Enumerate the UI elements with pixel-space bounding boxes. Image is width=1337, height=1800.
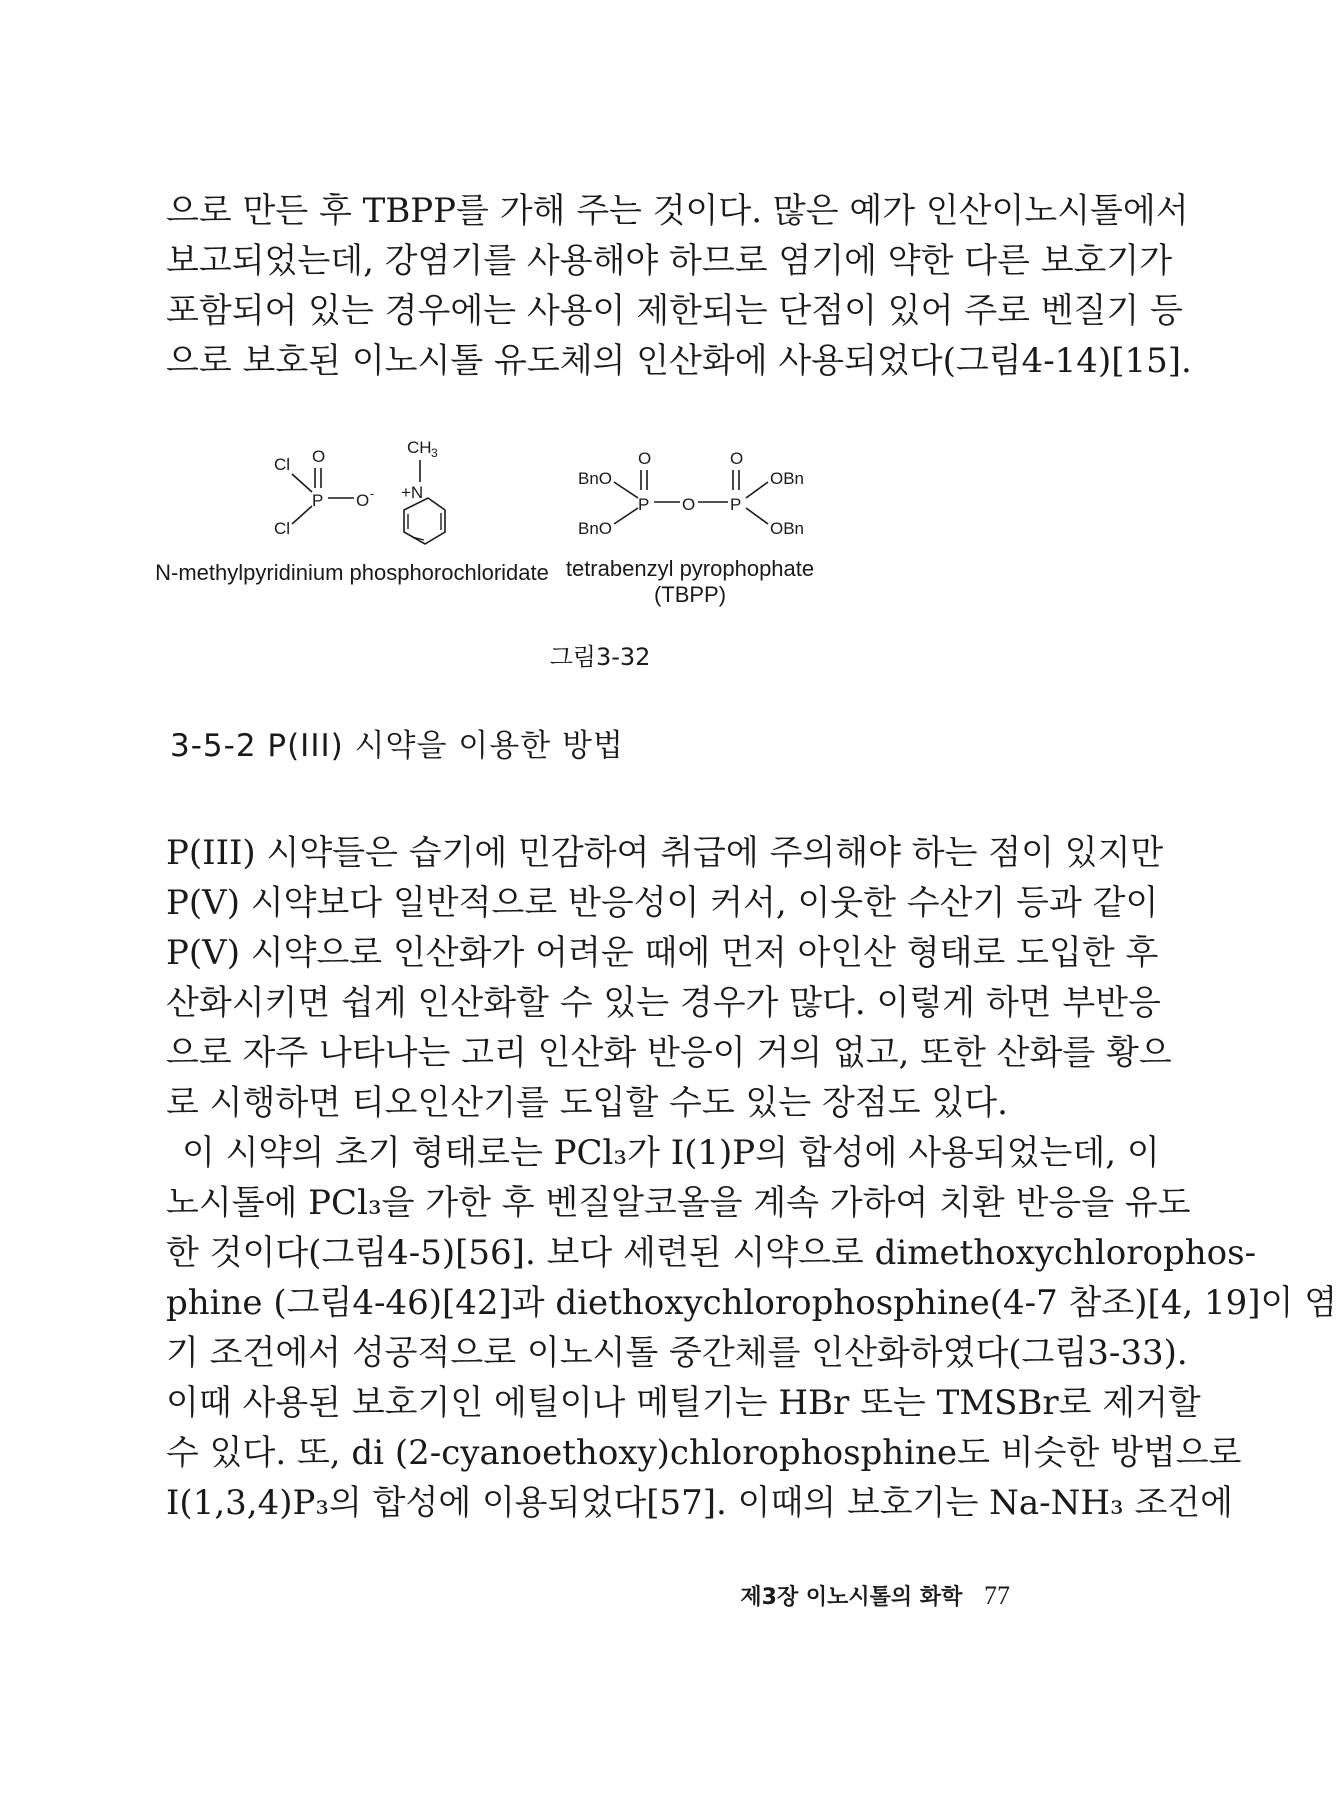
atom-p-right: P — [730, 495, 742, 514]
text-line: 포함되어 있는 경우에는 사용이 제한되는 단점이 있어 주로 벤질기 등 — [166, 291, 1183, 331]
text-line: P(III) 시약들은 습기에 민감하여 취급에 주의해야 하는 점이 있지만 — [166, 833, 1164, 873]
atom-o-minus: O — [356, 491, 370, 510]
text-line: 노시톨에 PCl₃을 가한 후 벤질알코올을 계속 가하여 치환 반응을 유도 — [166, 1183, 1191, 1223]
text-line: 수 있다. 또, di (2-cyanoethoxy)chlorophosphine도 비슷한 방법으로 — [166, 1433, 1242, 1473]
text-line: 기 조건에서 성공적으로 이노시톨 중간체를 인산화하였다(그림3-33). — [166, 1333, 1188, 1373]
text-line: 로 시행하면 티오인산기를 도입할 수도 있는 장점도 있다. — [166, 1083, 1008, 1123]
text-line: 으로 만든 후 TBPP를 가해 주는 것이다. 많은 예가 인산이노시톨에서 — [166, 191, 1189, 231]
atom-o-left: O — [638, 449, 652, 468]
text-line: P(V) 시약보다 일반적으로 반응성이 커서, 이웃한 수산기 등과 같이 — [166, 883, 1159, 923]
text-line: 보고되었는데, 강염기를 사용해야 하므로 염기에 약한 다른 보호기가 — [166, 241, 1173, 281]
methyl-label: CH — [407, 438, 432, 457]
paragraph-intro — [166, 186, 1192, 386]
compound-label-right-abbrev: (TBPP) — [653, 582, 727, 607]
atom-p-left: P — [638, 495, 650, 514]
subscript-three: 3 — [431, 446, 438, 460]
page-footer — [740, 1580, 1010, 1611]
atom-o-bridge: O — [682, 495, 696, 514]
text-line: I(1,3,4)P₃의 합성에 이용되었다[57]. 이때의 보호기는 Na-NH₃ 조건에 — [166, 1483, 1233, 1523]
atom-cl-top: Cl — [274, 455, 291, 474]
atom-obn-bottom: OBn — [770, 519, 805, 538]
atom-o-double: O — [312, 447, 326, 466]
atom-p: P — [312, 491, 324, 510]
atom-bno-bottom: BnO — [578, 519, 613, 538]
text-line: 이 시약의 초기 형태로는 PCl₃가 I(1)P의 합성에 사용되었는데, 이 — [182, 1133, 1160, 1173]
atom-n-plus: +N — [401, 483, 424, 502]
n-methylpyridinium-phosphorochloridate-structure — [274, 438, 445, 544]
chemical-structures-figure — [155, 438, 1040, 630]
atom-cl-bottom: Cl — [274, 519, 291, 538]
section-heading: 3-5-2 P(III) 시약을 이용한 방법 — [170, 728, 624, 764]
page-number: 77 — [984, 1581, 1010, 1610]
text-line: phine (그림4-46)[42]과 diethoxychlorophosphine(4-7 참조)[4, 19]이 염 — [166, 1283, 1337, 1323]
text-line: 산화시키면 쉽게 인산화할 수 있는 경우가 많다. 이렇게 하면 부반응 — [166, 983, 1161, 1023]
tetrabenzyl-pyrophosphate-structure — [578, 449, 804, 538]
text-line: 한 것이다(그림4-5)[56]. 보다 세련된 시약으로 dimethoxychlorophos- — [166, 1233, 1257, 1273]
text-line: 으로 보호된 이노시톨 유도체의 인산화에 사용되었다(그림4-14)[15]. — [166, 341, 1192, 381]
compound-label-right: tetrabenzyl pyrophophate — [565, 556, 815, 581]
text-line: P(V) 시약으로 인산화가 어려운 때에 먼저 아인산 형태로 도입한 후 — [166, 933, 1159, 973]
charge-minus: - — [370, 486, 375, 501]
text-line: 이때 사용된 보호기인 에틸이나 메틸기는 HBr 또는 TMSBr로 제거할 — [166, 1383, 1201, 1423]
text-line: 으로 자주 나타나는 고리 인산화 반응이 거의 없고, 또한 산화를 황으 — [166, 1033, 1172, 1073]
atom-o-right: O — [730, 449, 744, 468]
figure-caption: 그림3-32 — [549, 643, 651, 671]
atom-bno-top: BnO — [578, 469, 613, 488]
paragraph-body — [166, 828, 1337, 1528]
atom-obn-top: OBn — [770, 469, 805, 488]
chapter-title: 제3장 이노시톨의 화학 — [740, 1585, 963, 1610]
compound-label-left: N-methylpyridinium phosphorochloridate — [155, 560, 549, 585]
